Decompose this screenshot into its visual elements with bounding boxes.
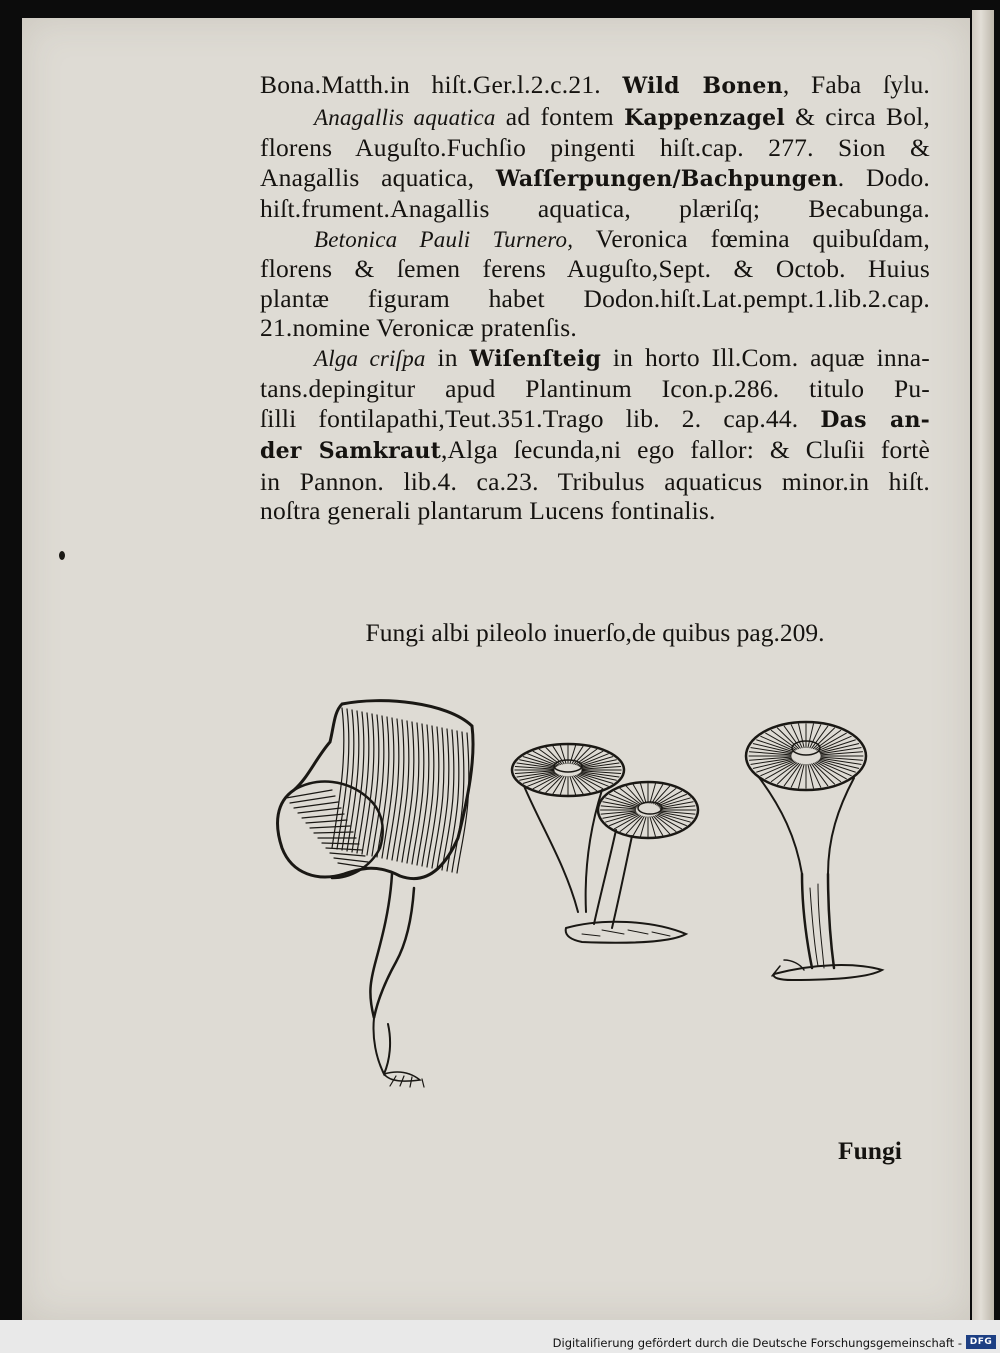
text-run: tans.depingitur apud Plantinum Icon.p.286. titulo Pu-: [260, 374, 930, 403]
text-run: Bona.Matth.in hiſt.Ger.l.2.c.21.: [260, 70, 623, 99]
figure-caption: Fungi albi pileolo inuerſo,de quibus pag.209.: [365, 618, 825, 647]
text-line: [260, 467, 930, 497]
text-line: [260, 254, 930, 284]
fraktur-term: Wiſenſteig: [469, 345, 602, 372]
text-run: in: [425, 342, 470, 372]
text-line: [260, 496, 930, 526]
fraktur-term: Kappenzagel: [624, 104, 785, 131]
text-line: [260, 404, 930, 436]
ink-spot: [59, 551, 65, 560]
text-run: florens Auguſto.Fuchſio pingenti hiſt.cap. 277. Sion &: [260, 133, 930, 162]
text-run: plantæ figuram habet Dodon.hiſt.Lat.pempt.1.lib.2.cap.: [260, 283, 930, 313]
woodcut-fungi-illustration: [272, 698, 920, 1118]
page-edge: [972, 10, 994, 1320]
fungus-pair-middle: [512, 744, 698, 943]
text-run: hiſt.frument.Anagallis aquatica, plæriſq; Becabunga.: [260, 194, 930, 223]
text-run: 21.nomine Veronicæ pratenſis.: [260, 313, 577, 342]
text-run: in Pannon. lib.4. ca.23. Tribulus aquaticus minor.in hiſt.: [260, 466, 930, 496]
fungus-large-left: [278, 701, 474, 1087]
digitization-footer: [0, 1333, 1000, 1353]
text-run: florens & ſemen ferens Auguſto,Sept. & Octob. Huius: [260, 254, 930, 283]
text-run: ſilli fontilapathi,Teut.351.Trago lib. 2. cap.44.: [260, 403, 821, 433]
plant-name: Betonica Pauli Turnero,: [314, 226, 574, 252]
text-run: Veronica fœmina quibuſdam,: [573, 223, 930, 253]
catchword: Fungi: [838, 1136, 902, 1165]
text-run: & circa Bol,: [784, 101, 931, 131]
body-text: [260, 70, 930, 526]
fungus-right: [746, 722, 882, 980]
text-line: [260, 435, 930, 467]
text-run: ,Alga ſecunda,ni ego fallor: & Cluſii fortè: [440, 435, 931, 464]
fraktur-term: Das an-: [820, 406, 930, 433]
text-line: [260, 194, 930, 224]
text-run: ad fontem: [495, 101, 625, 131]
text-run: noſtra generali plantarum Lucens fontinalis.: [260, 496, 716, 525]
dfg-logo: DFG: [966, 1335, 996, 1349]
text-line: [260, 224, 930, 255]
footer-credit-text: Digitaliſierung gefördert durch die Deutsche Forschungsgemeinschaft -: [552, 1336, 962, 1350]
plant-name: Anagallis aquatica: [314, 104, 496, 130]
fraktur-term: Waſſerpungen/Bachpungen: [495, 165, 838, 192]
fraktur-term: der Samkraut: [260, 438, 441, 464]
plant-name: Alga criſpa: [314, 345, 426, 371]
text-line: [260, 70, 930, 102]
text-line: [260, 374, 930, 404]
text-line: [260, 133, 930, 163]
text-line: [260, 163, 930, 195]
text-line: [260, 313, 930, 343]
text-run: in horto Ill.Com. aquæ inna-: [601, 342, 930, 372]
text-line: [260, 102, 930, 134]
text-run: Anagallis aquatica,: [260, 162, 496, 192]
text-line: [260, 343, 930, 375]
text-run: . Dodo.: [837, 162, 930, 192]
fraktur-term: Wild Bonen: [622, 73, 783, 99]
text-run: , Faba ſylu.: [782, 70, 930, 99]
text-line: [260, 284, 930, 314]
